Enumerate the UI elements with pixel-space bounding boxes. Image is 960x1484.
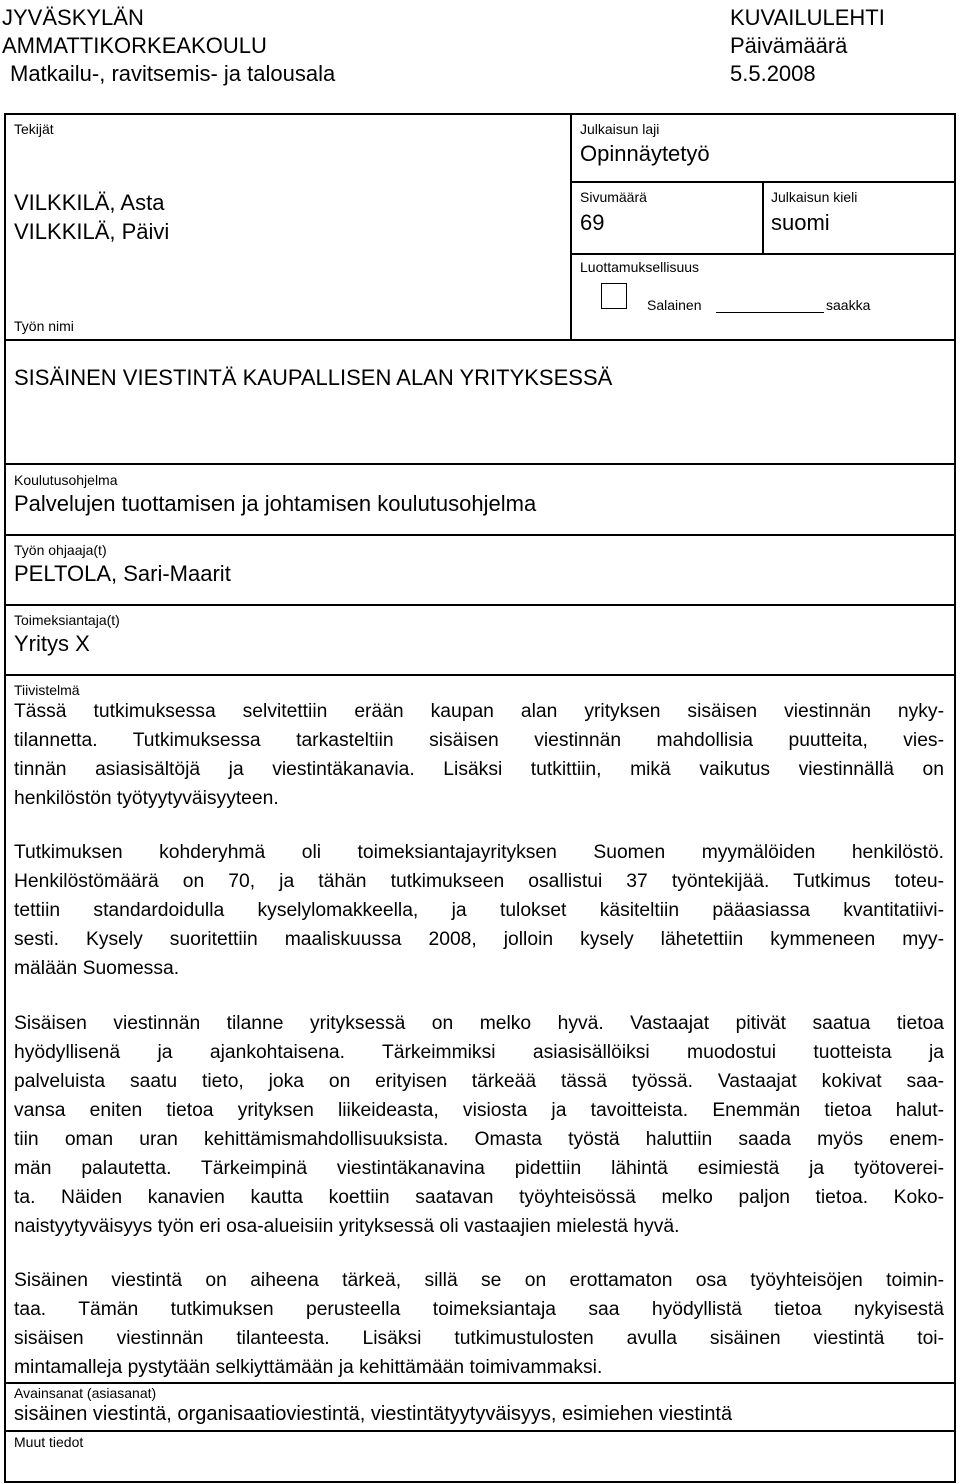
abstract-line: taa. Tämän tutkimuksen perusteella toimeksiantaja saa hyödyllistä tietoa nykyisestä [14,1299,944,1320]
author-name: VILKKILÄ, Päivi [14,219,170,244]
confidential-until-label: saakka [826,297,871,313]
abstract-line: naistyytyväisyys työn eri osa-alueisiin yrityksessä oli vastaajien mielestä hyvä. [14,1216,680,1237]
confidentiality-label: Luottamuksellisuus [580,259,700,275]
institution-line2: AMMATTIKORKEAKOULU [2,33,267,58]
abstract-line: Tutkimuksen kohderyhmä oli toimeksiantajayrityksen Suomen myymälöiden henkilöstö. [14,842,944,863]
supervisor-value: PELTOLA, Sari-Maarit [14,561,231,586]
abstract-line: tinnän asiasisältöjä ja viestintäkanavia. Lisäksi tutkittiin, mikä vaikutus viestinnällä on [14,759,944,780]
abstract-line: Henkilöstömäärä on 70, ja tähän tutkimukseen osallistui 37 työntekijää. Tutkimus toteu- [14,871,944,892]
degree-programme-label: Koulutusohjelma [14,472,118,488]
abstract-line: tilannetta. Tutkimuksessa tarkasteltiin sisäisen viestinnän mahdollisia puutteita, vies- [14,730,944,751]
abstract-paragraph [14,697,944,813]
department: Matkailu-, ravitsemis- ja talousala [10,61,336,86]
abstract-line: Sisäinen viestintä on aiheena tärkeä, sillä se on erottamaton osa työyhteisöjen toimin- [14,1270,944,1291]
date-label: Päivämäärä [730,33,848,58]
other-info-label: Muut tiedot [14,1434,84,1450]
institution-line1: JYVÄSKYLÄN [2,5,144,30]
abstract-line: palveluista saatu tieto, joka on erityisen tärkeää tässä työssä. Vastaajat kokivat saa- [14,1071,944,1092]
abstract-label: Tiivistelmä [14,682,80,698]
abstract-line: mälään Suomessa. [14,958,180,979]
publication-type-label: Julkaisun laji [580,121,660,137]
work-title-label: Työn nimi [14,318,74,334]
abstract-line: tiin oman uran kehittämismahdollisuuksista. Omasta työstä haluttiin saada myös enem- [14,1129,944,1150]
abstract-line: män palautetta. Tärkeimpinä viestintäkanavina pidettiin lähintä esimiestä ja työtoverei- [14,1158,944,1179]
abstract-line: hyödyllisenä ja ajankohtaisena. Tärkeimmiksi asiasisällöiksi muodostui tuotteista ja [14,1042,944,1063]
language-value: suomi [771,210,830,235]
abstract-paragraph [14,838,944,983]
confidential-checkbox-label: Salainen [647,297,702,313]
pages-label: Sivumäärä [580,189,647,205]
abstract-paragraph [14,1266,944,1382]
supervisor-label: Työn ohjaaja(t) [14,542,107,558]
commissioner-label: Toimeksiantaja(t) [14,612,120,628]
confidential-date-line [716,312,824,313]
pages-value: 69 [580,210,605,235]
abstract-line: tettiin standardoidulla kyselylomakkeella, ja tulokset käsiteltiin pääasiassa kvantitatiivi- [14,900,944,921]
commissioner-value: Yritys X [14,631,90,656]
abstract-paragraph [14,1009,944,1241]
authors-label: Tekijät [14,121,54,137]
keywords-value: sisäinen viestintä, organisaatioviestintä, viestintätyytyväisyys, esimiehen viestintä [14,1403,733,1425]
degree-programme-value: Palvelujen tuottamisen ja johtamisen koulutusohjelma [14,491,537,516]
form-title: KUVAILULEHTI [730,5,885,30]
abstract-line: sisäisen viestinnän tilanteesta. Lisäksi tutkimustulosten avulla sisäinen viestintä toi- [14,1328,944,1349]
date-value: 5.5.2008 [730,61,816,86]
abstract-line: henkilöstön työtyytyväisyyteen. [14,788,279,809]
language-label: Julkaisun kieli [771,189,858,205]
abstract-line: Tässä tutkimuksessa selvitettiin erään kaupan alan yrityksen sisäisen viestinnän nyky- [14,701,944,722]
work-title-value: SISÄINEN VIESTINTÄ KAUPALLISEN ALAN YRITYKSESSÄ [14,365,613,390]
abstract-line: mintamalleja pystytään selkiyttämään ja kehittämään toimivammaksi. [14,1357,603,1378]
confidential-checkbox[interactable] [601,283,627,309]
abstract-line: Sisäisen viestinnän tilanne yrityksessä on melko hyvä. Vastaajat pitivät saatua tietoa [14,1013,944,1034]
keywords-label: Avainsanat (asiasanat) [14,1385,157,1401]
abstract-line: ta. Näiden kanavien kautta koettiin saatavan työyhteisössä melko paljon tietoa. Koko- [14,1187,944,1208]
publication-type-value: Opinnäytetyö [580,141,710,166]
author-name: VILKKILÄ, Asta [14,190,165,215]
abstract-line: sesti. Kysely suoritettiin maaliskuussa 2008, jolloin kysely lähetettiin kymmeneen myy- [14,929,944,950]
abstract-line: vansa eniten tietoa yrityksen liikeideasta, visiosta ja tavoitteista. Enemmän tietoa halut- [14,1100,944,1121]
